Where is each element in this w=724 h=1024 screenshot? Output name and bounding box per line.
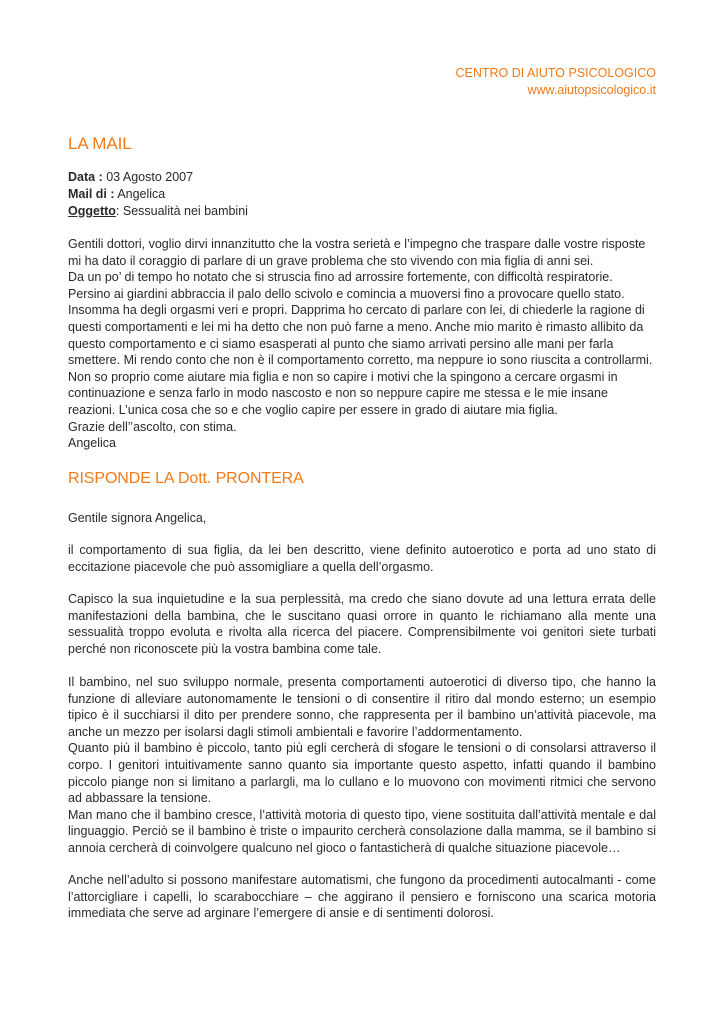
mail-paragraph: Da un po’ di tempo ho notato che si struscia fino ad arrossire fortemente, con difficoltà respiratorie. Persino ai giardini abbraccia il palo dello scivolo e comincia a muoversi fino a provocare quello stato. Insomma ha degli orgasmi veri e propri. Dapprima ho cercato di parlare con lei, di chiederle la ragione di questi comportamenti e lei mi ha detto che non può farne a meno. Anche mio marito è rimasto allibito da questo comportamento e ci siamo esasperati al punto che siamo arrivati persino alle mani per farla smettere. Mi rendo conto che non è il comportamento corretto, ma neppure io sono riuscita a controllarmi. Non so proprio come aiutare mia figlia e non so capire i motivi che la spingono a cercare orgasmi in continuazione e senza farlo in modo nascosto e non so neppure capire me stessa e le mie insane reazioni. L’unica cosa che so e che voglio capire per essere in grado di aiutare mia figlia. bbox=[68, 270, 653, 417]
org-website: www.aiutopsicologico.it bbox=[527, 83, 656, 97]
reply-paragraph-3a: Il bambino, nel suo sviluppo normale, presenta comportamenti autoerotici di diverso tipo, che hanno la funzione di alleviare autonomamente le tensioni o di consentire il ritiro dal mondo esterno; un esempio tipico è il succhiarsi il dito per prendere sonno, che rappresenta per il bambino un’attività piacevole, ma anche un mezzo per isolarsi dagli stimoli ambientali e favorire l’addormentamento. bbox=[68, 675, 656, 739]
mail-body bbox=[68, 236, 656, 452]
reply-paragraph-1: il comportamento di sua figlia, da lei ben descritto, viene definito autoerotico e porta ad uno stato di eccitazione piacevole che può assomigliare a quella dell’orgasmo. bbox=[68, 543, 656, 574]
mail-meta bbox=[68, 169, 248, 220]
reply-section-title: RISPONDE LA Dott. PRONTERA bbox=[68, 470, 304, 487]
org-name: CENTRO DI AIUTO PSICOLOGICO bbox=[455, 66, 656, 80]
mail-date-label: Data : bbox=[68, 170, 103, 184]
page-header bbox=[456, 65, 657, 99]
mail-from-value: Angelica bbox=[114, 187, 166, 201]
mail-date-value: 03 Agosto 2007 bbox=[102, 170, 194, 184]
mail-section-title: LA MAIL bbox=[68, 134, 132, 153]
reply-greeting: Gentile signora Angelica, bbox=[68, 511, 207, 525]
mail-from-row bbox=[68, 186, 248, 203]
mail-closing: Grazie dell’’ascolto, con stima. bbox=[68, 419, 237, 434]
mail-date-row bbox=[68, 169, 248, 186]
mail-from-label: Mail di : bbox=[68, 187, 115, 201]
reply-paragraph-3b: Quanto più il bambino è piccolo, tanto più egli cercherà di sfogare le tensioni o di consolarsi attraverso il corpo. I genitori intuitivamente sanno quanto sia importante questo aspetto, infatti quando il bambino piccolo piange non si limitano a parlargli, ma lo cullano e lo muovono con movimenti ritmici che servono ad abbassare la tensione. bbox=[68, 741, 656, 806]
reply-paragraph-3 bbox=[68, 674, 656, 857]
reply-paragraph-2: Capisco la sua inquietudine e la sua perplessità, ma credo che siano dovute ad una lettura errata delle manifestazioni della bambina, che le suscitano quasi orrore in quanto le richiamano alla mente una sessualità troppo evoluta e rivolta alla ricerca del piacere. Comprensibilmente voi genitori siete turbati perché non riconoscete più la vostra bambina come tale. bbox=[68, 592, 656, 656]
mail-subject-value: : Sessualità nei bambini bbox=[115, 204, 248, 218]
mail-subject-row bbox=[68, 203, 248, 220]
mail-signature: Angelica bbox=[68, 436, 116, 451]
reply-paragraph-3c: Man mano che il bambino cresce, l’attività motoria di questo tipo, viene sostituita dall’attività mentale e dal linguaggio. Perciò se il bambino è triste o impaurito cercherà consolazione dalla mamma, se il bambino si annoia cercherà di coinvolgere qualcuno nel gioco o fantasticherà di qualche situazione piacevole… bbox=[68, 807, 656, 855]
mail-subject-label: Oggetto bbox=[68, 204, 116, 218]
reply-paragraph-4: Anche nell’adulto si possono manifestare automatismi, che fungono da procedimenti autocalmanti - come l’attorcigliare i capelli, lo scarabocchiare – che aggirano il pensiero e forniscono una scarica motoria immediata che serve ad arginare l’emergere di ansie e di sentimenti dolorosi. bbox=[68, 873, 656, 921]
mail-paragraph: Gentili dottori, voglio dirvi innanzitutto che la vostra serietà e l’impegno che traspare dalle vostre risposte mi ha dato il coraggio di parlare di un grave problema che sto vivendo con mia figlia di anni sei. bbox=[68, 237, 646, 268]
